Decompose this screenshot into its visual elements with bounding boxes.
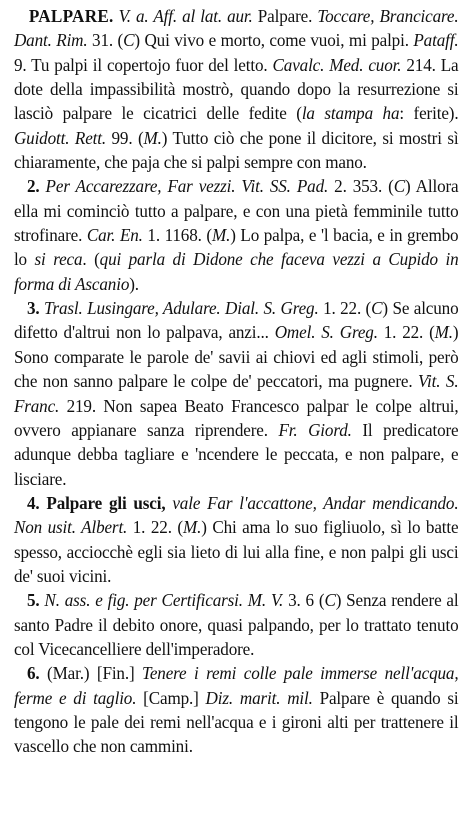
citation-number: 1. 22. ( <box>127 517 183 538</box>
quotation: ) Senza rendere al santo Padre il debito onore, quasi palpando, per lo trattato tenuto col Vicecancelliere dell'imperadore. <box>13 590 459 659</box>
sense-number: 3. <box>26 298 40 319</box>
sense-number: 6. <box>26 663 40 684</box>
citation-number: 1. 22. ( <box>318 298 372 319</box>
sense-number: 2. <box>26 176 40 197</box>
citation-number: 99. ( <box>106 127 144 148</box>
source-mark: M. <box>211 225 231 246</box>
citation-number: 2. 353. ( <box>328 176 394 197</box>
sense-3-paragraph <box>14 296 459 491</box>
author-citation: Guidott. Rett. <box>13 127 107 148</box>
quotation: ) Sono comparate le parole de' savii ai chiovi ed agli stimoli, però che non sanno palpare le colpe de' peccatori, ma pugnere. <box>13 322 459 392</box>
quotation: 214. La dote della impassibilità mostrò, quando dopo la resurrezione si lasciò palpare le cicatrici delle fedite ( <box>13 54 459 124</box>
source-label: [Camp.] <box>136 687 206 708</box>
editorial-note: la stampa ha <box>301 103 400 124</box>
source-mark: M. <box>182 517 202 538</box>
quotation: ) Allora ella mi cominciò tutto a palpare, e con una pietà femminile tutto strofinare. <box>13 176 459 246</box>
citation-number: 1. 1168. ( <box>142 225 212 246</box>
sense-number: 4. <box>26 492 40 513</box>
editorial-note: qui parla di Didone che faceva vezzi a Cupido in forma di Ascanio <box>13 249 459 294</box>
definition: Toccare, Brancicare. Dant. Rim. <box>13 6 459 51</box>
quotation: Palpare è quando si tengono le pale dei remi nell'acqua e i gironi alti per trattenere il vascello che non cammini. <box>13 687 459 757</box>
quotation: Il predicatore adunque debba tagliare e 'ncendere le peccata, e non palpare, e lisciare. <box>13 419 459 489</box>
text: Palpare. <box>252 6 318 26</box>
source-mark: M. <box>434 322 453 343</box>
quotation: 9. Tu palpi il copertojo fuor del letto. <box>13 54 273 75</box>
quotation-italic: si reca <box>34 249 83 270</box>
author-citation: Fr. Giord. <box>278 419 352 440</box>
quotation: ) Lo palpa, e 'l bacia, e in grembo lo <box>13 225 459 270</box>
source-mark: C <box>123 30 135 51</box>
text: . ( <box>82 249 100 270</box>
source-mark: C <box>393 176 405 197</box>
quotation: ) Se alcuno difetto d'altrui non lo palpava, anzi... <box>13 298 459 343</box>
sense-1-paragraph <box>14 4 459 174</box>
phrase-headword: Palpare gli usci, <box>46 492 166 513</box>
definition: Per Accarezzare, Far vezzi. Vit. SS. Pad. <box>45 176 329 197</box>
author-citation: Car. En. <box>86 225 143 246</box>
sense-number: 5. <box>26 590 40 611</box>
definition: vale Far l'accattone, Andar mendicando. Non usit. Albert. <box>13 492 459 538</box>
grammar-note: V. a. Aff. al lat. aur. <box>118 6 253 26</box>
quotation: ) Chi ama lo suo figliuolo, sì lo batte spesso, acciocchè egli sia lieto di lui alla fine, e non palpi gli usci de' suoi vicini. <box>13 517 459 586</box>
definition: Trasl. Lusingare, Adulare. Dial. S. Greg. <box>44 298 319 319</box>
author-citation: Diz. marit. mil. <box>205 687 313 708</box>
sense-5-paragraph <box>14 588 459 661</box>
domain-label: (Mar.) [Fin.] <box>39 663 143 684</box>
author-citation: Cavalc. Med. cuor. <box>272 54 402 75</box>
citation-number: 1. 22. ( <box>377 322 435 343</box>
quotation: 219. Non sapea Beato Francesco palpar le colpe altrui, ovvero appianare sanza riprendere. <box>13 395 459 440</box>
citation-number: 31. ( <box>87 30 124 51</box>
definition: Tenere i remi colle pale immerse nell'acqua, ferme e di taglio. <box>13 663 459 708</box>
sense-4-paragraph <box>14 491 459 588</box>
source-mark: C <box>371 298 383 319</box>
quotation: ) Tutto ciò che pone il dicitore, si mostri sì chiaramente, che paja che si palpi sempre con mano. <box>13 127 459 173</box>
text: ). <box>129 273 139 294</box>
author-citation: Vit. S. Franc. <box>13 371 459 416</box>
author-citation: Pataff. <box>413 30 459 51</box>
source-mark: C <box>324 590 336 611</box>
text: : ferite). <box>399 103 459 124</box>
sense-2-paragraph <box>14 174 459 296</box>
citation-number: 3. 6 ( <box>283 590 325 611</box>
definition: N. ass. e fig. per Certificarsi. M. V. <box>44 590 284 611</box>
sense-6-paragraph <box>14 661 459 758</box>
headword: PALPARE. <box>28 6 114 26</box>
source-mark: M. <box>143 127 162 148</box>
quotation: ) Qui vivo e morto, come vuoi, mi palpi. <box>134 30 414 51</box>
author-citation: Omel. S. Greg. <box>274 322 378 343</box>
